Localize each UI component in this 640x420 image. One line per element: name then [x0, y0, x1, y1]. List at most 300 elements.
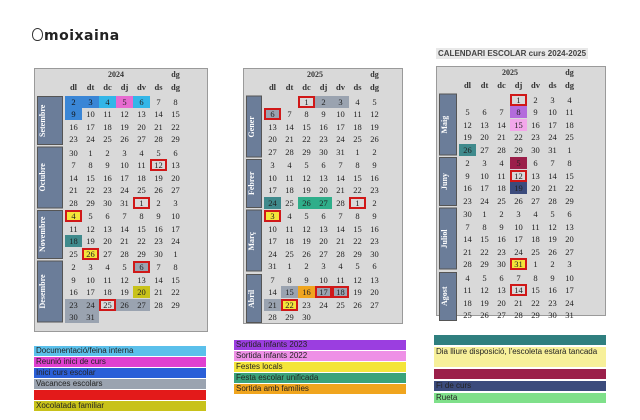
day-cell[interactable]: 6 [264, 108, 281, 120]
day-cell[interactable]: 15 [171, 274, 180, 285]
day-cell[interactable]: 21 [514, 297, 523, 308]
day-cell[interactable]: 9 [499, 221, 504, 232]
day-cell[interactable]: 18 [531, 234, 540, 244]
day-cell[interactable]: 21 [336, 185, 345, 195]
day-cell[interactable]: 18 [65, 235, 82, 247]
day-cell[interactable]: 6 [321, 160, 326, 170]
day-cell[interactable] [476, 94, 493, 106]
day-cell[interactable]: 18 [353, 121, 362, 132]
day-cell[interactable]: 25 [497, 195, 506, 206]
day-cell[interactable]: 3 [264, 210, 281, 222]
day-cell[interactable]: 28 [336, 197, 345, 208]
day-cell[interactable]: 4 [105, 262, 110, 272]
day-cell[interactable]: 14 [268, 287, 277, 297]
day-cell[interactable]: 7 [338, 160, 343, 170]
day-cell[interactable]: 29 [86, 197, 95, 208]
day-cell[interactable]: 3 [332, 96, 349, 108]
day-cell[interactable]: 10 [319, 274, 328, 285]
day-cell[interactable]: 6 [133, 96, 150, 108]
day-cell[interactable]: 1 [173, 248, 178, 259]
day-cell[interactable]: 18 [137, 172, 146, 183]
day-cell[interactable]: 24 [82, 299, 99, 311]
day-cell[interactable]: 20 [319, 236, 328, 246]
day-cell[interactable]: 4 [65, 210, 82, 222]
day-cell[interactable]: 25 [353, 134, 362, 144]
day-cell[interactable]: 15 [86, 172, 95, 183]
day-cell[interactable]: 7 [338, 211, 343, 221]
day-cell[interactable] [116, 311, 133, 323]
day-cell[interactable]: 20 [268, 134, 277, 144]
day-cell[interactable]: 26 [82, 248, 99, 260]
day-cell[interactable]: 15 [531, 285, 540, 295]
day-cell[interactable]: 16 [548, 285, 557, 295]
day-cell[interactable]: 16 [103, 172, 112, 183]
day-cell[interactable]: 5 [550, 209, 555, 219]
day-cell[interactable]: 1 [133, 197, 150, 209]
day-cell[interactable]: 19 [548, 234, 557, 244]
day-cell[interactable]: 29 [531, 310, 540, 320]
day-cell[interactable]: 9 [65, 108, 82, 120]
day-cell[interactable]: 20 [531, 183, 540, 193]
day-cell[interactable]: 28 [285, 146, 294, 157]
day-cell[interactable]: 26 [370, 134, 379, 144]
day-cell[interactable]: 6 [321, 211, 326, 221]
day-cell[interactable]: 27 [319, 248, 328, 259]
day-cell[interactable]: 17 [171, 223, 180, 234]
day-cell[interactable]: 10 [268, 223, 277, 234]
day-cell[interactable]: 17 [268, 185, 277, 195]
day-cell[interactable]: 27 [565, 246, 574, 257]
day-cell[interactable]: 9 [550, 272, 555, 283]
day-cell[interactable]: 5 [304, 160, 309, 170]
day-cell[interactable]: 6 [133, 261, 150, 273]
day-cell[interactable]: 23 [370, 185, 379, 195]
day-cell[interactable]: 18 [285, 185, 294, 195]
day-cell[interactable]: 29 [514, 144, 523, 155]
day-cell[interactable] [493, 94, 510, 106]
day-cell[interactable]: 3 [270, 160, 275, 170]
day-cell[interactable]: 1 [298, 96, 315, 108]
day-cell[interactable]: 30 [154, 248, 163, 259]
day-cell[interactable]: 9 [156, 211, 161, 221]
day-cell[interactable]: 17 [548, 119, 557, 130]
day-cell[interactable]: 6 [499, 272, 504, 283]
day-cell[interactable]: 26 [298, 197, 315, 209]
day-cell[interactable]: 25 [99, 299, 116, 311]
day-cell[interactable]: 13 [103, 223, 112, 234]
day-cell[interactable]: 15 [353, 172, 362, 183]
day-cell[interactable]: 26 [480, 310, 489, 320]
day-cell[interactable]: 2 [372, 146, 377, 157]
day-cell[interactable]: 28 [268, 312, 277, 322]
day-cell[interactable]: 23 [302, 299, 311, 310]
day-cell[interactable]: 2 [105, 147, 110, 158]
day-cell[interactable]: 9 [71, 274, 76, 285]
day-cell[interactable]: 2 [156, 197, 161, 208]
day-cell[interactable]: 11 [69, 223, 78, 234]
day-cell[interactable]: 23 [103, 185, 112, 195]
day-cell[interactable]: 9 [372, 211, 377, 221]
day-cell[interactable]: 12 [370, 109, 379, 119]
day-cell[interactable]: 18 [285, 236, 294, 246]
day-cell[interactable]: 14 [120, 223, 129, 234]
day-cell[interactable]: 15 [281, 286, 298, 298]
day-cell[interactable]: 13 [531, 170, 540, 181]
day-cell[interactable]: 13 [268, 121, 277, 132]
day-cell[interactable] [167, 311, 184, 323]
day-cell[interactable]: 1 [533, 259, 538, 269]
day-cell[interactable]: 19 [370, 121, 379, 132]
day-cell[interactable]: 2 [465, 158, 470, 168]
day-cell[interactable]: 13 [370, 274, 379, 285]
day-cell[interactable]: 2 [550, 259, 555, 269]
day-cell[interactable]: 28 [69, 197, 78, 208]
day-cell[interactable]: 29 [302, 146, 311, 157]
day-cell[interactable]: 30 [302, 312, 311, 322]
day-cell[interactable]: 28 [154, 134, 163, 144]
day-cell[interactable]: 20 [565, 234, 574, 244]
day-cell[interactable]: 13 [497, 285, 506, 295]
day-cell[interactable]: 8 [567, 158, 572, 168]
day-cell[interactable]: 22 [137, 236, 146, 246]
day-cell[interactable]: 16 [531, 119, 540, 130]
day-cell[interactable]: 9 [372, 160, 377, 170]
day-cell[interactable]: 25 [137, 185, 146, 195]
day-cell[interactable]: 14 [154, 274, 163, 285]
day-cell[interactable]: 17 [565, 285, 574, 295]
day-cell[interactable]: 16 [154, 223, 163, 234]
day-cell[interactable]: 20 [133, 286, 150, 298]
day-cell[interactable]: 17 [336, 121, 345, 132]
day-cell[interactable]: 26 [116, 299, 133, 311]
day-cell[interactable]: 27 [531, 195, 540, 206]
day-cell[interactable]: 5 [372, 96, 377, 107]
day-cell[interactable]: 24 [565, 297, 574, 308]
day-cell[interactable] [99, 311, 116, 323]
day-cell[interactable]: 21 [154, 121, 163, 132]
day-cell[interactable]: 25 [285, 248, 294, 259]
day-cell[interactable]: 7 [465, 221, 470, 232]
day-cell[interactable]: 21 [285, 134, 294, 144]
day-cell[interactable]: 16 [463, 183, 472, 193]
day-cell[interactable]: 15 [565, 170, 574, 181]
day-cell[interactable]: 29 [171, 134, 180, 144]
day-cell[interactable]: 7 [71, 160, 76, 170]
day-cell[interactable]: 15 [353, 223, 362, 234]
day-cell[interactable]: 12 [353, 274, 362, 285]
day-cell[interactable] [281, 96, 298, 108]
day-cell[interactable]: 23 [548, 297, 557, 308]
day-cell[interactable]: 25 [463, 310, 472, 320]
day-cell[interactable]: 7 [499, 107, 504, 117]
day-cell[interactable]: 30 [463, 209, 472, 219]
day-cell[interactable]: 26 [548, 246, 557, 257]
day-cell[interactable]: 13 [319, 223, 328, 234]
day-cell[interactable]: 14 [510, 284, 527, 296]
day-cell[interactable]: 25 [565, 132, 574, 142]
day-cell[interactable]: 29 [285, 312, 294, 322]
day-cell[interactable]: 29 [565, 195, 574, 206]
day-cell[interactable]: 13 [319, 172, 328, 183]
day-cell[interactable]: 19 [480, 297, 489, 308]
day-cell[interactable]: 11 [137, 160, 146, 170]
day-cell[interactable]: 24 [548, 132, 557, 142]
day-cell[interactable]: 5 [304, 211, 309, 221]
day-cell[interactable]: 14 [285, 121, 294, 132]
day-cell[interactable]: 27 [315, 197, 332, 209]
day-cell[interactable]: 27 [480, 144, 489, 155]
day-cell[interactable]: 19 [120, 121, 129, 132]
day-cell[interactable]: 1 [567, 144, 572, 155]
day-cell[interactable]: 4 [287, 211, 292, 221]
day-cell[interactable]: 30 [319, 146, 328, 157]
day-cell[interactable]: 5 [88, 211, 93, 221]
day-cell[interactable]: 26 [302, 248, 311, 259]
day-cell[interactable]: 16 [69, 121, 78, 132]
day-cell[interactable]: 30 [65, 311, 82, 323]
day-cell[interactable]: 11 [103, 109, 112, 119]
day-cell[interactable]: 5 [465, 107, 470, 117]
day-cell[interactable]: 12 [463, 119, 472, 130]
day-cell[interactable]: 27 [370, 299, 379, 310]
day-cell[interactable]: 27 [133, 299, 150, 311]
day-cell[interactable]: 15 [137, 223, 146, 234]
day-cell[interactable]: 12 [302, 223, 311, 234]
day-cell[interactable]: 31 [120, 197, 129, 208]
day-cell[interactable]: 1 [355, 146, 360, 157]
day-cell[interactable]: 22 [514, 132, 523, 142]
day-cell[interactable]: 25 [285, 197, 294, 208]
day-cell[interactable]: 14 [463, 234, 472, 244]
day-cell[interactable]: 2 [65, 96, 82, 108]
day-cell[interactable]: 17 [514, 234, 523, 244]
day-cell[interactable]: 1 [482, 209, 487, 219]
day-cell[interactable]: 31 [336, 146, 345, 157]
day-cell[interactable]: 8 [287, 274, 292, 285]
day-cell[interactable] [264, 96, 281, 108]
day-cell[interactable] [315, 311, 332, 323]
day-cell[interactable]: 23 [65, 299, 82, 311]
day-cell[interactable]: 30 [497, 259, 506, 269]
day-cell[interactable]: 29 [480, 259, 489, 269]
day-cell[interactable]: 3 [516, 209, 521, 219]
day-cell[interactable]: 25 [531, 246, 540, 257]
day-cell[interactable]: 3 [321, 261, 326, 271]
day-cell[interactable]: 8 [304, 109, 309, 119]
day-cell[interactable]: 24 [336, 134, 345, 144]
day-cell[interactable]: 12 [86, 223, 95, 234]
day-cell[interactable]: 7 [550, 158, 555, 168]
day-cell[interactable]: 23 [497, 246, 506, 257]
day-cell[interactable]: 5 [116, 96, 133, 108]
day-cell[interactable]: 14 [154, 109, 163, 119]
day-cell[interactable] [366, 311, 383, 323]
day-cell[interactable]: 19 [463, 132, 472, 142]
day-cell[interactable] [150, 311, 167, 323]
day-cell[interactable]: 8 [173, 262, 178, 272]
day-cell[interactable]: 16 [298, 286, 315, 298]
day-cell[interactable]: 16 [370, 172, 379, 183]
day-cell[interactable]: 22 [353, 236, 362, 246]
day-cell[interactable]: 7 [287, 109, 292, 119]
day-cell[interactable]: 5 [510, 157, 527, 169]
day-cell[interactable]: 22 [86, 185, 95, 195]
day-cell[interactable]: 9 [304, 274, 309, 285]
day-cell[interactable]: 14 [548, 170, 557, 181]
day-cell[interactable]: 1 [510, 94, 527, 106]
day-cell[interactable]: 30 [69, 147, 78, 158]
day-cell[interactable]: 15 [480, 234, 489, 244]
day-cell[interactable]: 21 [548, 183, 557, 193]
day-cell[interactable]: 30 [103, 197, 112, 208]
day-cell[interactable]: 3 [567, 259, 572, 269]
day-cell[interactable]: 31 [268, 261, 277, 271]
day-cell[interactable]: 27 [171, 185, 180, 195]
day-cell[interactable]: 12 [120, 274, 129, 285]
day-cell[interactable]: 12 [480, 285, 489, 295]
day-cell[interactable]: 18 [497, 183, 506, 193]
day-cell[interactable]: 29 [137, 248, 146, 259]
day-cell[interactable]: 9 [105, 160, 110, 170]
day-cell[interactable]: 19 [353, 287, 362, 297]
day-cell[interactable]: 4 [533, 209, 538, 219]
day-cell[interactable]: 3 [122, 147, 127, 158]
day-cell[interactable]: 24 [514, 246, 523, 257]
day-cell[interactable]: 28 [463, 259, 472, 269]
day-cell[interactable]: 23 [463, 195, 472, 206]
day-cell[interactable]: 9 [533, 107, 538, 117]
day-cell[interactable]: 7 [122, 211, 127, 221]
day-cell[interactable]: 11 [531, 221, 540, 232]
day-cell[interactable]: 23 [531, 132, 540, 142]
day-cell[interactable]: 21 [463, 246, 472, 257]
day-cell[interactable]: 10 [171, 211, 180, 221]
day-cell[interactable]: 8 [88, 160, 93, 170]
day-cell[interactable]: 2 [533, 94, 538, 105]
day-cell[interactable]: 10 [120, 160, 129, 170]
day-cell[interactable]: 15 [171, 109, 180, 119]
day-cell[interactable]: 8 [173, 96, 178, 107]
day-cell[interactable]: 30 [370, 248, 379, 259]
day-cell[interactable]: 4 [567, 94, 572, 105]
day-cell[interactable]: 2 [499, 209, 504, 219]
day-cell[interactable]: 18 [332, 286, 349, 298]
day-cell[interactable]: 3 [482, 158, 487, 168]
day-cell[interactable]: 23 [154, 236, 163, 246]
day-cell[interactable]: 14 [69, 172, 78, 183]
day-cell[interactable]: 12 [302, 172, 311, 183]
day-cell[interactable]: 28 [548, 195, 557, 206]
day-cell[interactable]: 11 [353, 109, 362, 119]
day-cell[interactable]: 22 [171, 121, 180, 132]
day-cell[interactable]: 22 [565, 183, 574, 193]
day-cell[interactable]: 25 [69, 248, 78, 259]
day-cell[interactable]: 19 [302, 236, 311, 246]
day-cell[interactable]: 21 [69, 185, 78, 195]
day-cell[interactable]: 3 [173, 197, 178, 208]
day-cell[interactable]: 22 [302, 134, 311, 144]
day-cell[interactable]: 2 [71, 262, 76, 272]
day-cell[interactable]: 16 [69, 287, 78, 297]
day-cell[interactable]: 20 [137, 121, 146, 132]
day-cell[interactable]: 5 [122, 262, 127, 272]
day-cell[interactable]: 28 [514, 310, 523, 320]
day-cell[interactable]: 1 [349, 197, 366, 209]
day-cell[interactable]: 4 [355, 96, 360, 107]
day-cell[interactable]: 6 [105, 211, 110, 221]
day-cell[interactable]: 10 [514, 221, 523, 232]
day-cell[interactable]: 24 [264, 197, 281, 209]
day-cell[interactable]: 17 [86, 287, 95, 297]
day-cell[interactable]: 7 [516, 272, 521, 283]
day-cell[interactable]: 31 [82, 311, 99, 323]
day-cell[interactable]: 12 [548, 221, 557, 232]
day-cell[interactable]: 19 [120, 287, 129, 297]
day-cell[interactable]: 4 [287, 160, 292, 170]
day-cell[interactable]: 13 [137, 109, 146, 119]
day-cell[interactable]: 10 [565, 272, 574, 283]
day-cell[interactable]: 18 [103, 121, 112, 132]
day-cell[interactable]: 4 [465, 272, 470, 283]
day-cell[interactable]: 10 [86, 274, 95, 285]
day-cell[interactable]: 27 [497, 310, 506, 320]
day-cell[interactable]: 20 [171, 172, 180, 183]
day-cell[interactable]: 13 [171, 160, 180, 170]
day-cell[interactable]: 11 [336, 274, 345, 285]
day-cell[interactable]: 6 [372, 261, 377, 271]
day-cell[interactable]: 4 [338, 261, 343, 271]
day-cell[interactable]: 6 [482, 107, 487, 117]
day-cell[interactable]: 28 [497, 144, 506, 155]
day-cell[interactable]: 4 [99, 96, 116, 108]
day-cell[interactable]: 19 [302, 185, 311, 195]
day-cell[interactable]: 2 [304, 261, 309, 271]
day-cell[interactable]: 5 [482, 272, 487, 283]
day-cell[interactable]: 17 [480, 183, 489, 193]
day-cell[interactable] [332, 311, 349, 323]
day-cell[interactable]: 14 [497, 119, 506, 130]
day-cell[interactable]: 24 [268, 248, 277, 259]
day-cell[interactable]: 1 [287, 261, 292, 271]
day-cell[interactable]: 4 [139, 147, 144, 158]
day-cell[interactable]: 18 [565, 119, 574, 130]
day-cell[interactable]: 20 [370, 287, 379, 297]
day-cell[interactable]: 27 [268, 146, 277, 157]
day-cell[interactable]: 25 [103, 134, 112, 144]
day-cell[interactable]: 17 [120, 172, 129, 183]
day-cell[interactable]: 14 [336, 223, 345, 234]
day-cell[interactable]: 3 [550, 94, 555, 105]
day-cell[interactable]: 11 [463, 285, 472, 295]
day-cell[interactable]: 25 [336, 299, 345, 310]
day-cell[interactable]: 9 [465, 170, 470, 181]
day-cell[interactable]: 24 [171, 236, 180, 246]
day-cell[interactable]: 21 [264, 299, 281, 311]
day-cell[interactable]: 21 [120, 236, 129, 246]
day-cell[interactable]: 22 [171, 287, 180, 297]
day-cell[interactable]: 23 [69, 134, 78, 144]
day-cell[interactable]: 8 [355, 160, 360, 170]
day-cell[interactable]: 21 [154, 287, 163, 297]
day-cell[interactable]: 30 [548, 310, 557, 320]
day-cell[interactable]: 22 [353, 185, 362, 195]
day-cell[interactable]: 19 [86, 236, 95, 246]
day-cell[interactable]: 10 [268, 172, 277, 183]
day-cell[interactable]: 2 [372, 197, 377, 208]
day-cell[interactable]: 13 [137, 274, 146, 285]
day-cell[interactable]: 28 [120, 248, 129, 259]
day-cell[interactable]: 31 [548, 144, 557, 155]
